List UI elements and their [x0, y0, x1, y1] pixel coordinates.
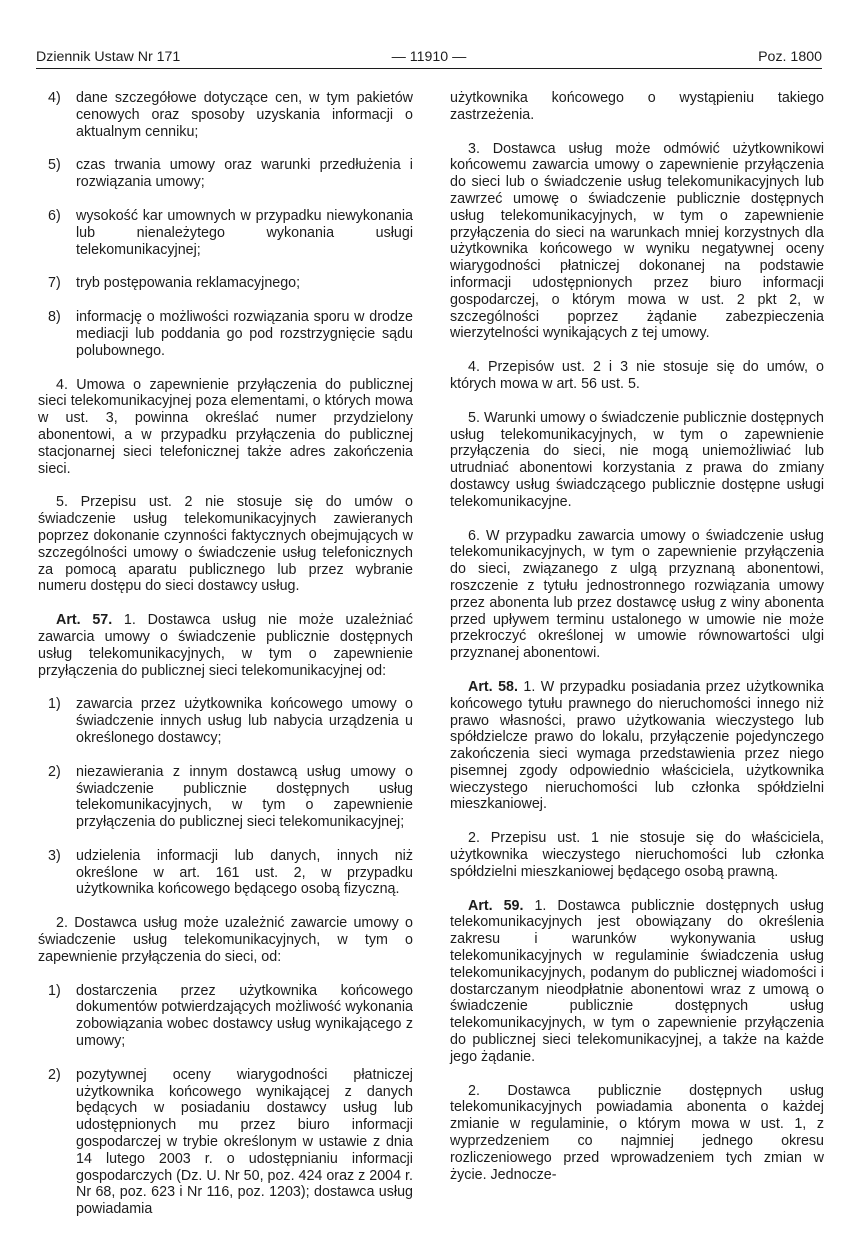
list-item-number: 2)	[48, 763, 61, 780]
list-item-text: informację o możliwości rozwiązania sporu w drodze mediacji lub poddania go pod rozstrzygnięcie sądu polubownego.	[76, 309, 413, 359]
paragraph-6: 6. W przypadku zawarcia umowy o świadczenie usług telekomunikacyjnych, w tym o zapewnienie przyłączenia do sieci, związanego z ulgą przyznaną abonentowi, roszczenie z tytułu jednostronnego rozwiązania umowy przez abonenta lub przez dostawcę usług z winy abonenta przed upływem terminu ustalonego w umowie nie może przekroczyć określonej w umowie równowartości ulgi przyznanej abonentowi.	[450, 527, 824, 662]
list-item-text: dostarczenia przez użytkownika końcowego dokumentów potwierdzających możliwość wykonania zobowiązania wobec dostawcy usług wynikającego z umowy;	[76, 982, 413, 1050]
list-item	[38, 764, 413, 831]
list-item-text: dane szczegółowe dotyczące cen, w tym pakietów cenowych oraz sposoby uzyskania informacji o aktualnym cenniku;	[76, 90, 413, 140]
list-item-number: 8)	[48, 309, 61, 326]
paragraph-4: 4. Przepisów ust. 2 i 3 nie stosuje się do umów, o których mowa w art. 56 ust. 5.	[450, 359, 824, 392]
list-item	[38, 1067, 413, 1218]
article-57	[38, 612, 413, 679]
list-item-text: udzielenia informacji lub danych, innych niż określone w art. 161 ust. 2, w przypadku użytkownika końcowego będącego osobą fizyczną.	[76, 847, 413, 898]
list-item-text: zawarcia przez użytkownika końcowego umowy o świadczenie innych usług lub nabycia urządzenia u określonego dostawcy;	[76, 696, 413, 746]
list-item-number: 1)	[48, 696, 61, 713]
article-58-text: 1. W przypadku posiadania przez użytkownika końcowego tytułu prawnego do nieruchomości innego niż prawo własności, prawo użytkowania wieczystego lub spółdzielcze prawo do lokalu, przyłączenie pojedynczego zakończenia sieci wymaga przedstawienia przez niego pisemnej zgody odpowiednio właściciela, użytkownika wieczystego nieruchomości lub członka spółdzielni mieszkaniowej.	[450, 678, 824, 813]
list-item-text: czas trwania umowy oraz warunki przedłużenia i rozwiązania umowy;	[76, 157, 413, 191]
paragraph-3: 3. Dostawca usług może odmówić użytkownikowi końcowemu zawarcia umowy o zapewnienie przyłączenia do sieci lub o świadczenie usług telekomunikacyjnych lub zawrzeć umowę o świadczenie publicznie dostępnych usług telekomunikacyjnych, w tym o zapewnienie przyłączenia do sieci na warunkach mniej korzystnych dla użytkownika końcowego w wyniku negatywnej oceny wiarygodności płatniczej dokonanej na podstawie informacji udostępnionych przez biuro informacji gospodarczej, o którym mowa w ust. 2 pkt 2, w szczególności poprzez żądanie zabezpieczenia wierzytelności wynikających z tej umowy.	[450, 140, 824, 342]
list-item-number: 3)	[48, 847, 61, 864]
right-column	[450, 90, 824, 1200]
article-58-label: Art. 58.	[468, 678, 518, 695]
article-59-text: 1. Dostawca publicznie dostępnych usług telekomunikacyjnych jest obowiązany do określenia zakresu i warunków wykonywania usług telekomunikacyjnych w regulaminie świadczenia usług telekomunikacyjnych, podanym do publicznej wiadomości i dostarczanym nieodpłatnie abonentowi wraz z umową o świadczenie publicznie dostępnych usług telekomunikacyjnych, w tym o zapewnienie przyłączenia do publicznej sieci telekomunikacyjnej, a także na każde jego żądanie.	[450, 897, 824, 1065]
list-item	[38, 848, 413, 898]
journal-title: Dziennik Ustaw Nr 171	[36, 49, 181, 65]
article-58-paragraph-2: 2. Przepisu ust. 1 nie stosuje się do właściciela, użytkownika wieczystego nieruchomości lub członka spółdzielni mieszkaniowej będącego osobą prawną.	[450, 830, 824, 880]
article-59-label: Art. 59.	[468, 897, 524, 914]
paragraph-5: 5. Warunki umowy o świadczenie publicznie dostępnych usług telekomunikacyjnych, w tym o zapewnienie przyłączenia do sieci, nie mogą uniemożliwiać lub utrudniać abonentowi korzystania z prawa do zmiany dostawcy usług świadczącego publicznie dostępne usługi telekomunikacyjne.	[450, 409, 824, 510]
list-item	[38, 90, 413, 140]
list-item-number: 7)	[48, 275, 61, 292]
list-item-number: 6)	[48, 207, 61, 224]
list-item-text: tryb postępowania reklamacyjnego;	[76, 275, 301, 292]
left-column	[38, 90, 413, 1235]
list-item-number: 5)	[48, 157, 61, 174]
list-item	[38, 983, 413, 1050]
article-59-paragraph-2: 2. Dostawca publicznie dostępnych usług telekomunikacyjnych powiadamia abonenta o każdej zmianie w regulaminie, o którym mowa w ust. 1, z wyprzedzeniem co najmniej jednego okresu rozliczeniowego przed wprowadzeniem tych zmian w życie. Jednocze-	[450, 1082, 824, 1183]
list-item-number: 2)	[48, 1066, 61, 1083]
article-57-label: Art. 57.	[56, 612, 113, 629]
position-number: Poz. 1800	[758, 49, 822, 65]
list-item-text: niezawierania z innym dostawcą usług umowy o świadczenie publicznie dostępnych usług telekomunikacyjnych, w tym o zapewnienie przyłączenia do publicznej sieci telekomunikacyjnej;	[76, 763, 413, 831]
article-57-paragraph-2: 2. Dostawca usług może uzależnić zawarcie umowy o świadczenie usług telekomunikacyjnych, w tym o zapewnienie przyłączenia do sieci, od:	[38, 915, 413, 965]
page-number: — 11910 —	[391, 49, 467, 65]
article-59	[450, 898, 824, 1066]
list-item-number: 1)	[48, 982, 61, 999]
paragraph-4: 4. Umowa o zapewnienie przyłączenia do publicznej sieci telekomunikacyjnej poza elementami, o których mowa w ust. 3, powinna określać numer przydzielony abonentowi, a w przypadku przyłączenia do publicznej stacjonarnej sieci telefonicznej także adres zakończenia sieci.	[38, 376, 413, 477]
continued-text: użytkownika końcowego o wystąpieniu takiego zastrzeżenia.	[450, 90, 824, 123]
list-item	[38, 309, 413, 359]
list-item	[38, 157, 413, 191]
article-57-text: 1. Dostawca usług nie może uzależniać zawarcia umowy o świadczenie publicznie dostępnych usług telekomunikacyjnych, w tym o zapewnienie przyłączenia do publicznej sieci telekomunikacyjnej od:	[38, 612, 413, 679]
list-item-number: 4)	[48, 90, 61, 106]
header-rule	[36, 68, 822, 69]
article-58	[450, 679, 824, 813]
paragraph-5: 5. Przepisu ust. 2 nie stosuje się do umów o świadczenie usług telekomunikacyjnych zawieranych poprzez dokonanie czynności faktycznych obejmujących w szczególności umowy o świadczenie usług telefonicznych za pomocą aparatu publicznego lub przez wybranie numeru dostępu do sieci dostawcy usług.	[38, 494, 413, 595]
list-item-text: pozytywnej oceny wiarygodności płatniczej użytkownika końcowego wynikającej z danych będących w posiadaniu dostawcy usług lub udostępnionych mu przez biuro informacji gospodarczej w trybie określonym w ustawie z dnia 14 lutego 2003 r. o udostępnianiu informacji gospodarczych (Dz. U. Nr 50, poz. 424 oraz z 2004 r. Nr 68, poz. 623 i Nr 116, poz. 1203); dostawca usług powiadamia	[76, 1066, 413, 1218]
list-item-text: wysokość kar umownych w przypadku niewykonania lub nienależytego wykonania usługi telekomunikacyjnej;	[76, 207, 413, 258]
list-item	[38, 275, 413, 292]
list-item	[38, 696, 413, 746]
list-item	[38, 208, 413, 258]
